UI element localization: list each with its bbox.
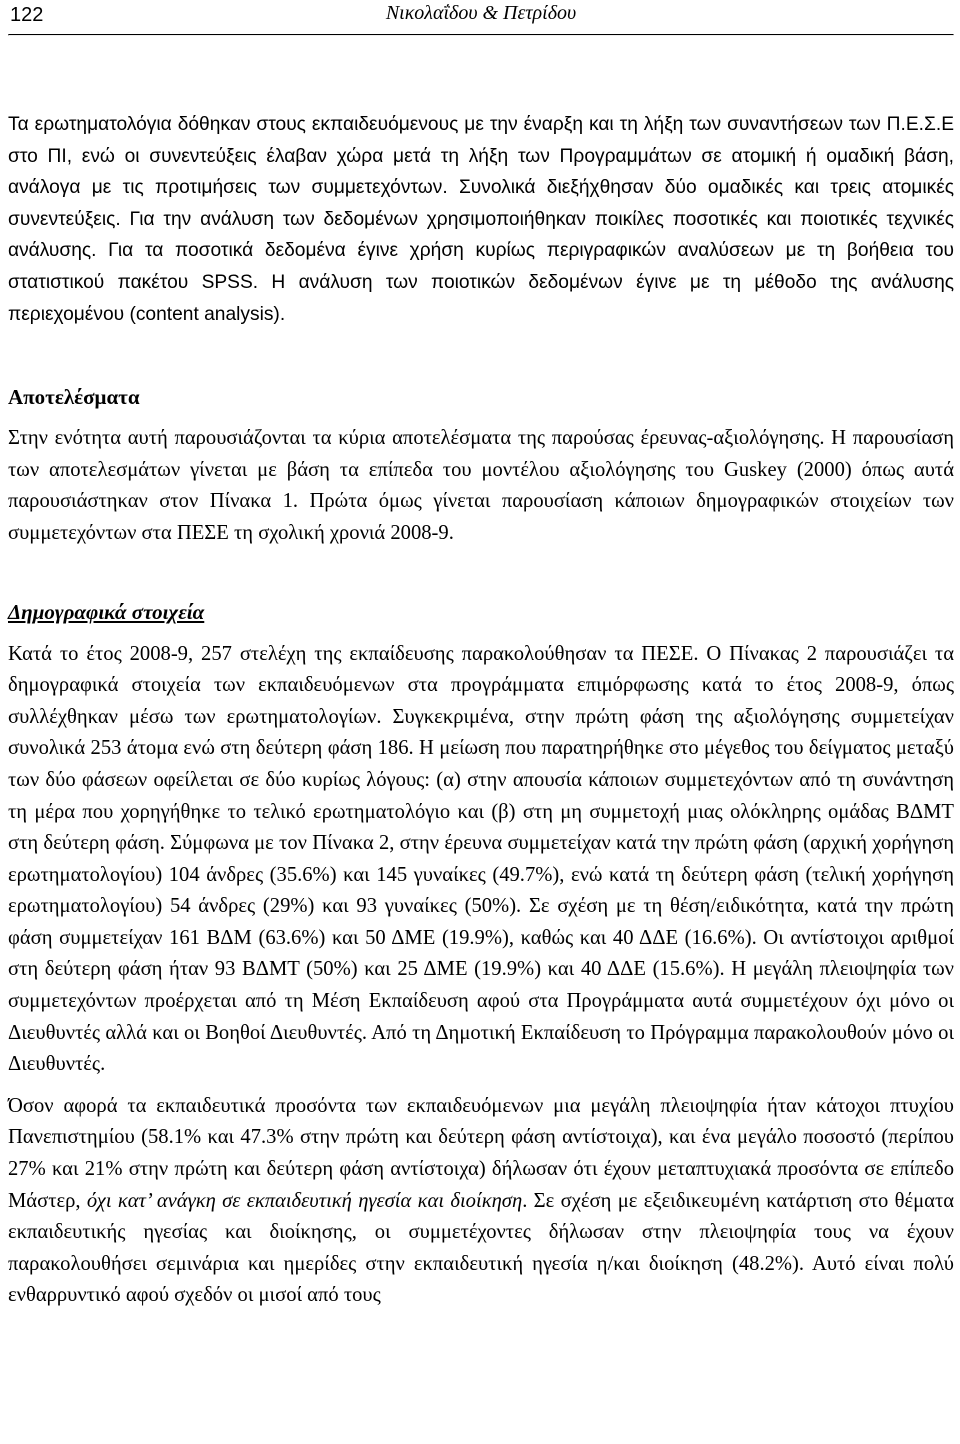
header-rule <box>8 34 954 36</box>
qualifications-text-1: Όσον αφορά τα εκπαιδευτικά προσόντα των εκπαιδευόμενων μια μεγάλη πλειοψηφία ήταν κάτοχοι πτυχίου Πανεπιστημίου (58.1% και 47.3% στην πρώτη και δεύτερη φάση αντίστοιχα), και ένα μεγάλο ποσοστό (περίπου 27% και 21% στην πρώτη και δεύτερη φάση αντίστοιχα) δήλωσαν ότι έχουν μεταπτυχιακά προσόντα σε επίπεδο Μάστερ, <box>8 1094 954 1212</box>
results-heading: Αποτελέσματα <box>8 385 140 410</box>
qualifications-italic-text: όχι κατ’ ανάγκη σε εκπαιδευτική ηγεσία και διοίκηση <box>86 1189 523 1212</box>
demographics-paragraph: Κατά το έτος 2008-9, 257 στελέχη της εκπαίδευσης παρακολούθησαν τα ΠΕΣΕ. Ο Πίνακας 2 παρουσιάζει τα δημογραφικά στοιχεία των εκπαιδευόμενων στα προγράμματα επιμόρφωσης κατά το έτος 2008-9, όπως συλλέχθηκαν μέσω των ερωτηματολογίων. Συγκεκριμένα, στην πρώτη φάση της αξιολόγησης συμμετείχαν συνολικά 253 άτομα ενώ στη δεύτερη φάση 186. Η μείωση που παρατηρήθηκε στο μέγεθος του δείγματος μεταξύ των δύο φάσεων οφείλεται σε δύο κυρίως λόγους: (α) στην απουσία κάποιων συμμετεχόντων από τη συνάντηση τη μέρα που χορηγήθηκε το τελικό ερωτηματολόγιο και (β) στη μη συμμετοχή μιας ολόκληρης ομάδας ΒΔΜΤ στη δεύτερη φάση. Σύμφωνα με τον Πίνακα 2, στην έρευνα συμμετείχαν κατά την πρώτη φάση (αρχική χορήγηση ερωτηματολογίου) 104 άνδρες (35.6%) και 145 γυναίκες (49.7%), ενώ κατά τη δεύτερη φάση (τελική χορήγηση ερωτηματολογίου) 54 άνδρες (29%) και 93 γυναίκες (50%). Σε σχέση με τη θέση/ειδικότητα, κατά την πρώτη φάση συμμετείχαν 161 ΒΔΜ (63.6%) και 50 ΔΜΕ (19.9%), καθώς και 40 ΔΔΕ (16.6%). Οι αντίστοιχοι αριθμοί στη δεύτερη φάση ήταν 93 ΒΔΜΤ (50%) και 25 ΔΜΕ (19.9%) και 40 ΔΔΕ (15.6%). Η μεγάλη πλειοψηφία των συμμετεχόντων προέρχεται από τη Μέση Εκπαίδευση αφού στα Προγράμματα αυτά συμμετέχουν όχι μόνο οι Διευθυντές αλλά και οι Βοηθοί Διευθυντές. Από τη Δημοτική Εκπαίδευση το Πρόγραμμα παρακολουθούν μόνο οι Διευθυντές. <box>8 642 954 1076</box>
method-paragraph: Τα ερωτηματολόγια δόθηκαν στους εκπαιδευόμενους με την έναρξη και τη λήξη των συναντήσεων των Π.Ε.Σ.Ε στο ΠΙ, ενώ οι συνεντεύξεις έλαβαν χώρα μετά τη λήξη των Προγραμμάτων σε ατομική ή ομαδική βάση, ανάλογα με τις προτιμήσεις των συμμετεχόντων. Συνολικά διεξήχθησαν δύο ομαδικές και τρεις ατομικές συνεντεύξεις. Για την ανάλυση των δεδομένων χρησιμοποιήθηκαν ποικίλες ποσοτικές και ποιοτικές τεχνικές ανάλυσης. Για τα ποσοτικά δεδομένα έγινε χρήση κυρίως περιγραφικών αναλύσεων με τη βοήθεια του στατιστικού πακέτου SPSS. Η ανάλυση των ποιοτικών δεδομένων έγινε με τη μέθοδο της ανάλυσης περιεχομένου (content analysis). <box>8 114 954 325</box>
demographics-heading: Δημογραφικά στοιχεία <box>8 599 205 624</box>
qualifications-text-2: . Σε σχέση με εξειδικευμένη κατάρτιση στο θέματα εκπαιδευτικής ηγεσίας και διοίκησης, οι συμμετέχοντες δήλωσαν στην πλειοψηφία τους να έχουν παρακολουθήσει σεμινάρια και ημερίδες στην εκπαιδευτική ηγεσία η/και διοίκηση (48.2%). Αυτό είναι πολύ ενθαρρυντικό αφού σχεδόν οι μισοί από τους <box>8 1189 955 1307</box>
page-header <box>8 0 954 34</box>
page-number: 122 <box>10 4 44 26</box>
running-head: Νικολαΐδου & Πετρίδου <box>385 2 577 24</box>
qualifications-paragraph <box>8 1091 954 1312</box>
results-paragraph: Στην ενότητα αυτή παρουσιάζονται τα κύρια αποτελέσματα της παρούσας έρευνας-αξιολόγησης. Η παρουσίαση των αποτελεσμάτων γίνεται με βάση τα επίπεδα του μοντέλου αξιολόγησης του Guskey (2000) όπως αυτά παρουσιάστηκαν στον Πίνακα 1. Πρώτα όμως γίνεται παρουσίαση κάποιων δημογραφικών στοιχείων των συμμετεχόντων στα ΠΕΣΕ τη σχολική χρονιά 2008-9. <box>8 427 954 544</box>
document-page <box>8 0 954 1312</box>
